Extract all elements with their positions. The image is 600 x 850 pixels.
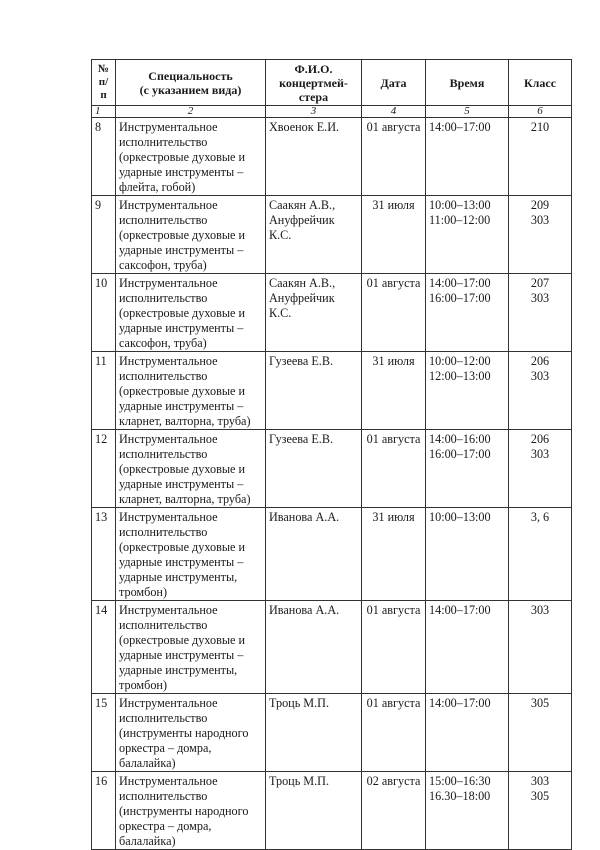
accompanist-cell	[266, 352, 362, 430]
class-line: 209	[530, 198, 550, 212]
accompanist-line: Троць М.П.	[269, 774, 330, 788]
accompanist-line: Троць М.П.	[269, 696, 330, 710]
class-cell	[509, 601, 572, 694]
accompanist-cell	[266, 196, 362, 274]
specialty-line: кларнет, валторна, труба)	[119, 414, 251, 428]
date-cell: 01 августа	[362, 118, 426, 196]
class-line: 206	[530, 354, 550, 368]
accompanist-line: Саакян А.В.,	[269, 198, 336, 212]
table-row	[92, 772, 572, 850]
specialty-line: балалайка)	[119, 756, 176, 770]
time-cell	[426, 694, 509, 772]
header-date: Дата	[362, 60, 426, 106]
row-number: 10	[92, 274, 116, 352]
specialty-line: ударные инструменты –	[119, 555, 244, 569]
specialty-line: ударные инструменты,	[119, 570, 238, 584]
row-number: 16	[92, 772, 116, 850]
specialty-line: ударные инструменты –	[119, 321, 244, 335]
row-number: 15	[92, 694, 116, 772]
specialty-line: (инструменты народного	[119, 804, 249, 818]
specialty-line: (оркестровые духовые и	[119, 633, 245, 647]
time-line: 14:00–16:00	[429, 432, 491, 446]
table-row	[92, 118, 572, 196]
header-class: Класс	[509, 60, 572, 106]
specialty-line: Инструментальное	[119, 774, 218, 788]
column-number-row	[92, 106, 572, 118]
specialty-line: ударные инструменты –	[119, 477, 244, 491]
time-cell	[426, 508, 509, 601]
table-header-row	[92, 60, 572, 106]
time-line: 11:00–12:00	[429, 213, 491, 227]
time-cell	[426, 352, 509, 430]
specialty-line: ударные инструменты,	[119, 663, 238, 677]
class-line: 303	[530, 447, 550, 461]
specialty-cell	[116, 118, 266, 196]
specialty-cell	[116, 352, 266, 430]
specialty-cell	[116, 196, 266, 274]
col-number: 2	[116, 106, 266, 118]
class-cell	[509, 508, 572, 601]
accompanist-line: Иванова А.А.	[269, 510, 340, 524]
specialty-line: ударные инструменты –	[119, 165, 244, 179]
accompanist-line: К.С.	[269, 306, 292, 320]
specialty-line: исполнительство	[119, 291, 208, 305]
class-line: 305	[530, 696, 550, 710]
specialty-line: исполнительство	[119, 789, 208, 803]
time-line: 16:00–17:00	[429, 447, 491, 461]
specialty-line: Инструментальное	[119, 276, 218, 290]
specialty-line: флейта, гобой)	[119, 180, 196, 194]
specialty-cell	[116, 772, 266, 850]
class-line: 207	[530, 276, 550, 290]
time-line: 10:00–13:00	[429, 198, 491, 212]
specialty-line: оркестра – домра,	[119, 741, 212, 755]
specialty-line: оркестра – домра,	[119, 819, 212, 833]
accompanist-cell	[266, 601, 362, 694]
specialty-line: Инструментальное	[119, 510, 218, 524]
header-num: № п/ п	[92, 60, 116, 106]
table-row	[92, 694, 572, 772]
table-row	[92, 508, 572, 601]
accompanist-line: К.С.	[269, 228, 292, 242]
accompanist-line: Саакян А.В.,	[269, 276, 336, 290]
class-cell	[509, 694, 572, 772]
class-cell	[509, 430, 572, 508]
class-cell	[509, 118, 572, 196]
header-specialty: Специальность (с указанием вида)	[116, 60, 266, 106]
specialty-line: (оркестровые духовые и	[119, 462, 245, 476]
specialty-line: исполнительство	[119, 369, 208, 383]
specialty-cell	[116, 274, 266, 352]
row-number: 8	[92, 118, 116, 196]
specialty-line: ударные инструменты –	[119, 399, 244, 413]
specialty-line: ударные инструменты –	[119, 243, 244, 257]
time-cell	[426, 430, 509, 508]
date-cell: 31 июля	[362, 508, 426, 601]
specialty-line: тромбон)	[119, 585, 168, 599]
col-number: 3	[266, 106, 362, 118]
time-line: 10:00–12:00	[429, 354, 491, 368]
class-cell	[509, 772, 572, 850]
col-number: 1	[92, 106, 116, 118]
specialty-line: (оркестровые духовые и	[119, 228, 245, 242]
date-cell: 01 августа	[362, 601, 426, 694]
specialty-line: исполнительство	[119, 711, 208, 725]
col-number: 5	[426, 106, 509, 118]
time-cell	[426, 274, 509, 352]
table-row	[92, 430, 572, 508]
specialty-line: Инструментальное	[119, 603, 218, 617]
time-cell	[426, 772, 509, 850]
row-number: 11	[92, 352, 116, 430]
col-number: 4	[362, 106, 426, 118]
accompanist-line: Гузеева Е.В.	[269, 354, 334, 368]
accompanist-cell	[266, 274, 362, 352]
accompanist-line: Иванова А.А.	[269, 603, 340, 617]
specialty-line: Инструментальное	[119, 432, 218, 446]
specialty-line: Инструментальное	[119, 120, 218, 134]
specialty-cell	[116, 430, 266, 508]
table-row	[92, 601, 572, 694]
col-number: 6	[509, 106, 572, 118]
specialty-line: саксофон, труба)	[119, 336, 207, 350]
accompanist-cell	[266, 772, 362, 850]
time-line: 14:00–17:00	[429, 120, 491, 134]
class-line: 206	[530, 432, 550, 446]
time-cell	[426, 118, 509, 196]
specialty-line: (оркестровые духовые и	[119, 540, 245, 554]
table-row	[92, 196, 572, 274]
date-cell: 01 августа	[362, 274, 426, 352]
specialty-line: (инструменты народного	[119, 726, 249, 740]
specialty-cell	[116, 601, 266, 694]
time-line: 16.30–18:00	[429, 789, 491, 803]
class-cell	[509, 274, 572, 352]
specialty-line: (оркестровые духовые и	[119, 150, 245, 164]
date-cell: 01 августа	[362, 430, 426, 508]
time-cell	[426, 196, 509, 274]
class-line: 303	[530, 369, 550, 383]
specialty-line: балалайка)	[119, 834, 176, 848]
header-time: Время	[426, 60, 509, 106]
specialty-line: исполнительство	[119, 213, 208, 227]
row-number: 14	[92, 601, 116, 694]
accompanist-line: Ануфрейчик	[269, 213, 335, 227]
time-line: 14:00–17:00	[429, 603, 491, 617]
specialty-line: исполнительство	[119, 447, 208, 461]
specialty-line: исполнительство	[119, 618, 208, 632]
row-number: 12	[92, 430, 116, 508]
row-number: 9	[92, 196, 116, 274]
class-line: 305	[530, 789, 550, 803]
accompanist-line: Хвоенок Е.И.	[269, 120, 340, 134]
specialty-line: исполнительство	[119, 135, 208, 149]
specialty-line: ударные инструменты –	[119, 648, 244, 662]
class-line: 210	[530, 120, 550, 134]
accompanist-line: Ануфрейчик	[269, 291, 335, 305]
accompanist-cell	[266, 430, 362, 508]
time-line: 12:00–13:00	[429, 369, 491, 383]
class-line: 303	[530, 774, 550, 788]
date-cell: 31 июля	[362, 196, 426, 274]
class-cell	[509, 196, 572, 274]
specialty-cell	[116, 508, 266, 601]
table-row	[92, 274, 572, 352]
accompanist-cell	[266, 694, 362, 772]
schedule-table	[91, 59, 572, 850]
specialty-line: тромбон)	[119, 678, 168, 692]
class-cell	[509, 352, 572, 430]
accompanist-cell	[266, 508, 362, 601]
specialty-line: Инструментальное	[119, 696, 218, 710]
specialty-line: (оркестровые духовые и	[119, 384, 245, 398]
class-line: 3, 6	[530, 510, 550, 524]
time-line: 14:00–17:00	[429, 276, 491, 290]
accompanist-cell	[266, 118, 362, 196]
table-row	[92, 352, 572, 430]
specialty-line: кларнет, валторна, труба)	[119, 492, 251, 506]
time-line: 16:00–17:00	[429, 291, 491, 305]
specialty-line: исполнительство	[119, 525, 208, 539]
time-cell	[426, 601, 509, 694]
specialty-line: саксофон, труба)	[119, 258, 207, 272]
specialty-line: Инструментальное	[119, 198, 218, 212]
date-cell: 01 августа	[362, 694, 426, 772]
header-accompanist: Ф.И.О. концертмей- стера	[266, 60, 362, 106]
time-line: 14:00–17:00	[429, 696, 491, 710]
specialty-line: (оркестровые духовые и	[119, 306, 245, 320]
time-line: 15:00–16:30	[429, 774, 491, 788]
date-cell: 02 августа	[362, 772, 426, 850]
accompanist-line: Гузеева Е.В.	[269, 432, 334, 446]
class-line: 303	[530, 603, 550, 617]
class-line: 303	[530, 213, 550, 227]
row-number: 13	[92, 508, 116, 601]
class-line: 303	[530, 291, 550, 305]
time-line: 10:00–13:00	[429, 510, 491, 524]
date-cell: 31 июля	[362, 352, 426, 430]
specialty-cell	[116, 694, 266, 772]
specialty-line: Инструментальное	[119, 354, 218, 368]
